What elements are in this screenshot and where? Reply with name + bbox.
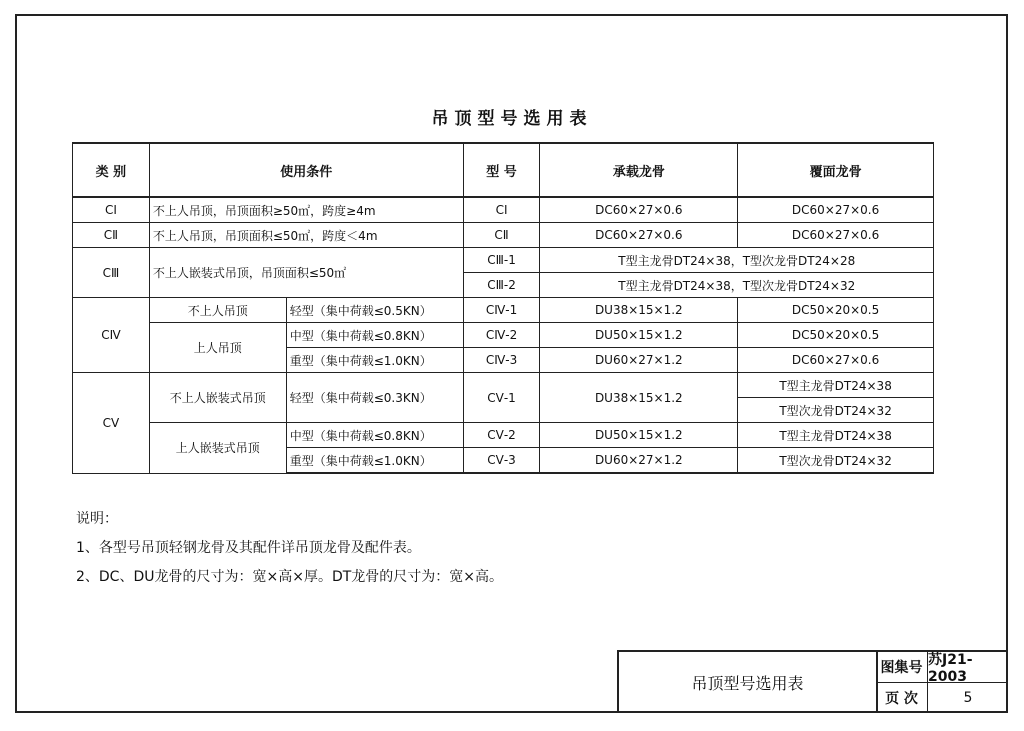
bearing-cell: DU50×15×1.2 bbox=[540, 323, 738, 348]
model-cell: CⅤ-2 bbox=[463, 423, 540, 448]
category-cell: CⅠ bbox=[73, 197, 150, 223]
bearing-cell: DU60×27×1.2 bbox=[540, 448, 738, 474]
page-label: 页 次 bbox=[876, 683, 928, 713]
keel-cell: T型主龙骨DT24×38，T型次龙骨DT24×32 bbox=[540, 273, 934, 298]
header-conditions: 使用条件 bbox=[149, 143, 463, 197]
note-item: 1、各型号吊顶轻钢龙骨及其配件详吊顶龙骨及配件表。 bbox=[76, 540, 421, 556]
table-header-row bbox=[73, 143, 934, 197]
model-cell: CⅠ bbox=[463, 197, 540, 223]
bearing-cell: DU50×15×1.2 bbox=[540, 423, 738, 448]
page-title: 吊顶型号选用表 bbox=[431, 109, 593, 129]
notes-section bbox=[76, 505, 503, 592]
atlas-label: 图集号 bbox=[876, 652, 928, 683]
cover-cell: T型次龙骨DT24×32 bbox=[738, 398, 934, 423]
category-cell: CⅢ bbox=[73, 248, 150, 298]
cover-cell: T型次龙骨DT24×32 bbox=[738, 448, 934, 474]
model-cell: CⅣ-1 bbox=[463, 298, 540, 323]
condition-cell: 不上人嵌装式吊顶，吊顶面积≤50㎡ bbox=[149, 248, 463, 298]
load-cell: 轻型（集中荷载≤0.5KN） bbox=[286, 298, 463, 323]
subcategory-cell: 上人嵌装式吊顶 bbox=[149, 423, 286, 474]
header-model: 型 号 bbox=[463, 143, 540, 197]
table-row bbox=[73, 423, 934, 448]
model-cell: CⅡ bbox=[463, 223, 540, 248]
table-row bbox=[73, 298, 934, 323]
load-cell: 重型（集中荷载≤1.0KN） bbox=[286, 448, 463, 474]
bearing-cell: DU38×15×1.2 bbox=[540, 373, 738, 423]
condition-cell: 不上人吊顶，吊顶面积≥50㎡，跨度≥4m bbox=[149, 197, 463, 223]
cover-cell: T型主龙骨DT24×38 bbox=[738, 423, 934, 448]
load-cell: 中型（集中荷载≤0.8KN） bbox=[286, 423, 463, 448]
load-cell: 中型（集中荷载≤0.8KN） bbox=[286, 323, 463, 348]
load-cell: 轻型（集中荷载≤0.3KN） bbox=[286, 373, 463, 423]
table-row bbox=[73, 248, 934, 273]
condition-cell: 不上人吊顶，吊顶面积≤50㎡，跨度＜4m bbox=[149, 223, 463, 248]
model-cell: CⅣ-3 bbox=[463, 348, 540, 373]
model-selection-table bbox=[72, 142, 934, 474]
model-cell: CⅢ-2 bbox=[463, 273, 540, 298]
title-block-name: 吊顶型号选用表 bbox=[619, 652, 878, 713]
page-value: 5 bbox=[963, 690, 973, 706]
subcategory-cell: 上人吊顶 bbox=[149, 323, 286, 373]
category-cell: CⅡ bbox=[73, 223, 150, 248]
table-row bbox=[73, 323, 934, 348]
table-row bbox=[73, 197, 934, 223]
keel-cell: T型主龙骨DT24×38，T型次龙骨DT24×28 bbox=[540, 248, 934, 273]
cover-cell: DC50×20×0.5 bbox=[738, 323, 934, 348]
cover-cell: T型主龙骨DT24×38 bbox=[738, 373, 934, 398]
model-cell: CⅢ-1 bbox=[463, 248, 540, 273]
notes-heading: 说明： bbox=[76, 511, 118, 527]
table-row bbox=[73, 373, 934, 398]
model-cell: CⅤ-3 bbox=[463, 448, 540, 474]
table-row bbox=[73, 223, 934, 248]
title-block bbox=[617, 650, 1008, 713]
header-cover-keel: 覆面龙骨 bbox=[738, 143, 934, 197]
bearing-cell: DU60×27×1.2 bbox=[540, 348, 738, 373]
model-cell: CⅣ-2 bbox=[463, 323, 540, 348]
atlas-value: 苏J21-2003 bbox=[928, 652, 1008, 683]
cover-cell: DC60×27×0.6 bbox=[738, 348, 934, 373]
cover-cell: DC60×27×0.6 bbox=[738, 223, 934, 248]
bearing-cell: DC60×27×0.6 bbox=[540, 197, 738, 223]
header-category: 类 别 bbox=[73, 143, 150, 197]
subcategory-cell: 不上人嵌装式吊顶 bbox=[149, 373, 286, 423]
category-cell: CⅣ bbox=[73, 298, 150, 373]
model-cell: CⅤ-1 bbox=[463, 373, 540, 423]
header-bearing-keel: 承载龙骨 bbox=[540, 143, 738, 197]
cover-cell: DC60×27×0.6 bbox=[738, 197, 934, 223]
bearing-cell: DU38×15×1.2 bbox=[540, 298, 738, 323]
cover-cell: DC50×20×0.5 bbox=[738, 298, 934, 323]
load-cell: 重型（集中荷载≤1.0KN） bbox=[286, 348, 463, 373]
note-item: 2、DC、DU龙骨的尺寸为：宽×高×厚。DT龙骨的尺寸为：宽×高。 bbox=[76, 569, 504, 585]
category-cell: CⅤ bbox=[73, 373, 150, 474]
bearing-cell: DC60×27×0.6 bbox=[540, 223, 738, 248]
subcategory-cell: 不上人吊顶 bbox=[149, 298, 286, 323]
